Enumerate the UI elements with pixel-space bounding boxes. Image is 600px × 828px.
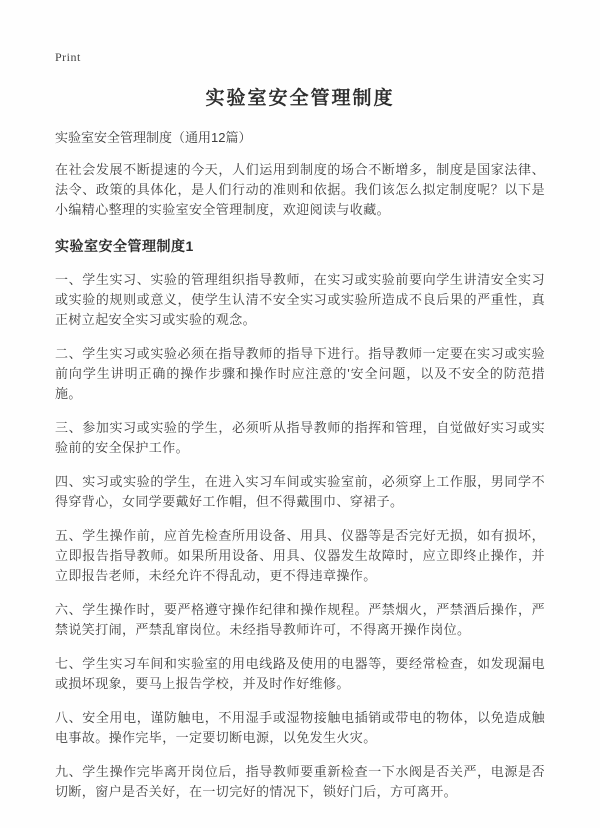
print-button[interactable]: Print (55, 50, 81, 64)
body-paragraph: 八、安全用电，谨防触电，不用湿手或湿物接触电插销或带电的物体，以免造成触电事故。操作完毕，一定要切断电源，以免发生火灾。 (55, 710, 545, 745)
body-paragraph: 五、学生操作前，应首先检查所用设备、用具、仪器等是否完好无损，如有损坏，立即报告指导教师。如果所用设备、用具、仪器发生故障时，应立即终止操作，并立即报告老师，未经允许不得乱动，更不得违章操作。 (55, 528, 545, 583)
intro-paragraph: 在社会发展不断提速的今天，人们运用到制度的场合不断增多，制度是国家法律、法令、政策的具体化，是人们行动的准则和依据。我们该怎么拟定制度呢？以下是小编精心整理的实验室安全管理制度，欢迎阅读与收藏。 (55, 162, 545, 217)
body-paragraph: 二、学生实习或实验必须在指导教师的指导下进行。指导教师一定要在实习或实验前向学生讲明正确的操作步骤和操作时应注意的'安全问题，以及不安全的防范措施。 (55, 346, 545, 401)
page-title: 实验室安全管理制度 (205, 88, 395, 109)
section-heading: 实验室安全管理制度1 (55, 238, 194, 254)
body-paragraph: 一、学生实习、实验的管理组织指导教师，在实习或实验前要向学生讲清安全实习或实验的规则或意义，使学生认清不安全实习或实验所造成不良后果的严重性，真正树立起安全实习或实验的观念。 (55, 272, 545, 327)
document-subtitle: 实验室安全管理制度（通用12篇） (55, 130, 252, 145)
body-paragraph: 九、学生操作完毕离开岗位后，指导教师要重新检查一下水阀是否关严，电源是否切断，窗户是否关好，在一切完好的情况下，锁好门后，方可离开。 (55, 764, 545, 799)
body-paragraph: 四、实习或实验的学生，在进入实习车间或实验室前，必须穿上工作服，男同学不得穿背心，女同学要戴好工作帽，但不得戴围巾、穿裙子。 (55, 474, 545, 509)
body-paragraph: 七、学生实习车间和实验室的用电线路及使用的电器等，要经常检查，如发现漏电或损坏现象，要马上报告学校，并及时作好维修。 (55, 656, 545, 691)
body-paragraph: 三、参加实习或实验的学生，必须听从指导教师的指挥和管理，自觉做好实习或实验前的安全保护工作。 (55, 420, 545, 455)
body-paragraph: 六、学生操作时，要严格遵守操作纪律和操作规程。严禁烟火，严禁酒后操作，严禁说笑打闹，严禁乱窜岗位。未经指导教师许可，不得离开操作岗位。 (55, 602, 545, 637)
